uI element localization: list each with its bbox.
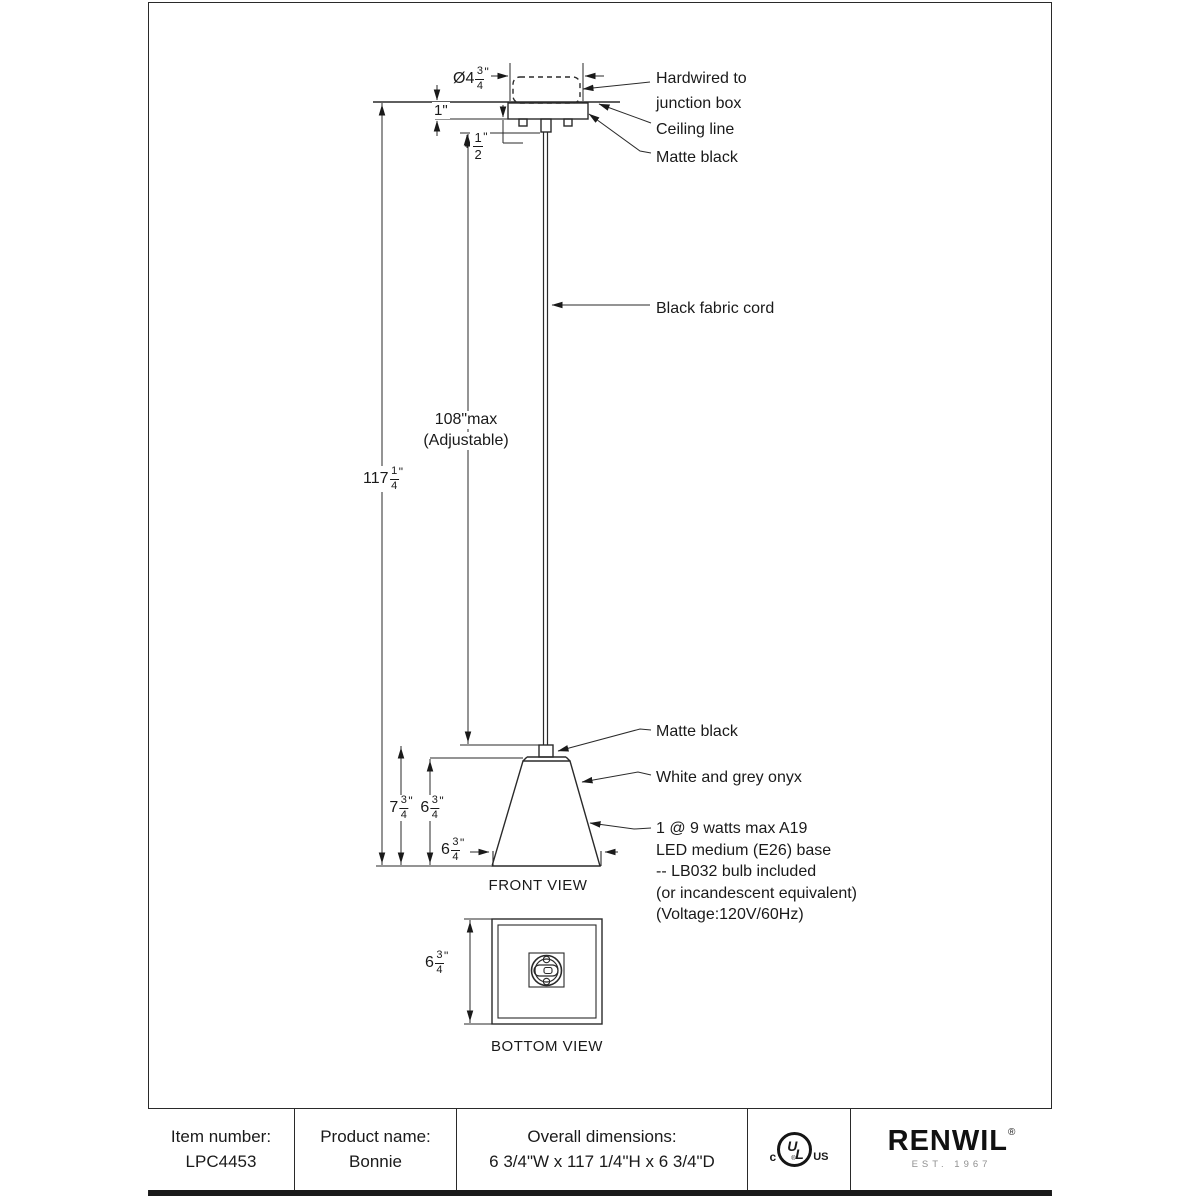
socket-contact-inner	[544, 968, 552, 974]
title-block-product-name	[295, 1109, 457, 1190]
dim-shade-width: 6 3 4 "	[441, 836, 465, 863]
title-block-brand	[851, 1109, 1052, 1190]
junction-box-dashed	[513, 77, 580, 103]
label-ceiling-line: Ceiling line	[656, 121, 735, 138]
bottom-view-title: BOTTOM VIEW	[491, 1038, 603, 1055]
product-name-label: Product name:	[320, 1126, 431, 1146]
canopy-screw-left	[519, 119, 527, 126]
dim-cord-max: 108"max	[434, 411, 498, 428]
title-block-overall-dimensions	[457, 1109, 748, 1190]
label-hardwired: Hardwired to junction box	[656, 70, 747, 112]
leader-ceiling-line	[599, 104, 651, 123]
front-view-title: FRONT VIEW	[488, 877, 588, 894]
label-matte-black-bottom: Matte black	[656, 723, 738, 740]
shade-connector	[539, 745, 553, 757]
brand-est-tagline: EST. 1967	[911, 1159, 992, 1171]
overall-dimensions-value: 6 3/4"W x 117 1/4"H x 6 3/4"D	[489, 1151, 715, 1171]
leader-bulb-info	[590, 823, 651, 829]
leader-matte-black-bottom	[558, 729, 651, 751]
label-shade-material: White and grey onyx	[656, 769, 802, 786]
label-bulb-info: 1 @ 9 watts max A19 LED medium (E26) base -- LB032 bulb included (or incandescent equivalent) (Voltage:120V/60Hz)	[656, 820, 858, 923]
dim-canopy-diameter: Ø4 3 4 "	[453, 65, 489, 92]
item-number-label: Item number:	[170, 1126, 272, 1146]
leader-hardwired	[583, 82, 650, 89]
shade-outline	[492, 761, 600, 866]
label-black-fabric-cord: Black fabric cord	[656, 300, 775, 317]
ul-listed-icon: c U L ® US	[770, 1132, 829, 1167]
dim-cord-note: (Adjustable)	[423, 432, 509, 449]
label-matte-black-top: Matte black	[656, 149, 738, 166]
product-name-value: Bonnie	[349, 1151, 402, 1171]
overall-dimensions-label: Overall dimensions:	[527, 1126, 677, 1146]
dim-overall-height: 117 1 4 "	[363, 465, 403, 492]
dim-bottom-width: 6 3 4 "	[425, 949, 449, 976]
leader-lines	[552, 82, 651, 829]
front-view-shade	[492, 745, 601, 866]
stem-block	[541, 119, 551, 132]
canopy-screw-right	[564, 119, 572, 126]
leader-shade-material	[582, 772, 651, 782]
canopy-outline	[508, 103, 588, 119]
socket-outer-ring	[532, 956, 562, 986]
dim-fixture-height: 7 3 4 "	[389, 794, 413, 821]
title-block-item-number	[148, 1109, 295, 1190]
brand-logo: RENWIL ®	[887, 1125, 1016, 1158]
socket-contact	[534, 965, 558, 976]
bottom-view-inner-square	[498, 925, 596, 1018]
dim-shade-height: 6 3 4 "	[420, 794, 444, 821]
bottom-view	[492, 919, 602, 1024]
title-block	[148, 1108, 1052, 1190]
item-number-value: LPC4453	[185, 1151, 257, 1171]
dim-stem-offset: 1 2 "	[470, 131, 490, 161]
title-block-certification	[748, 1109, 851, 1190]
bottom-view-outer-square	[492, 919, 602, 1024]
dim-canopy-height: 1"	[434, 102, 448, 119]
